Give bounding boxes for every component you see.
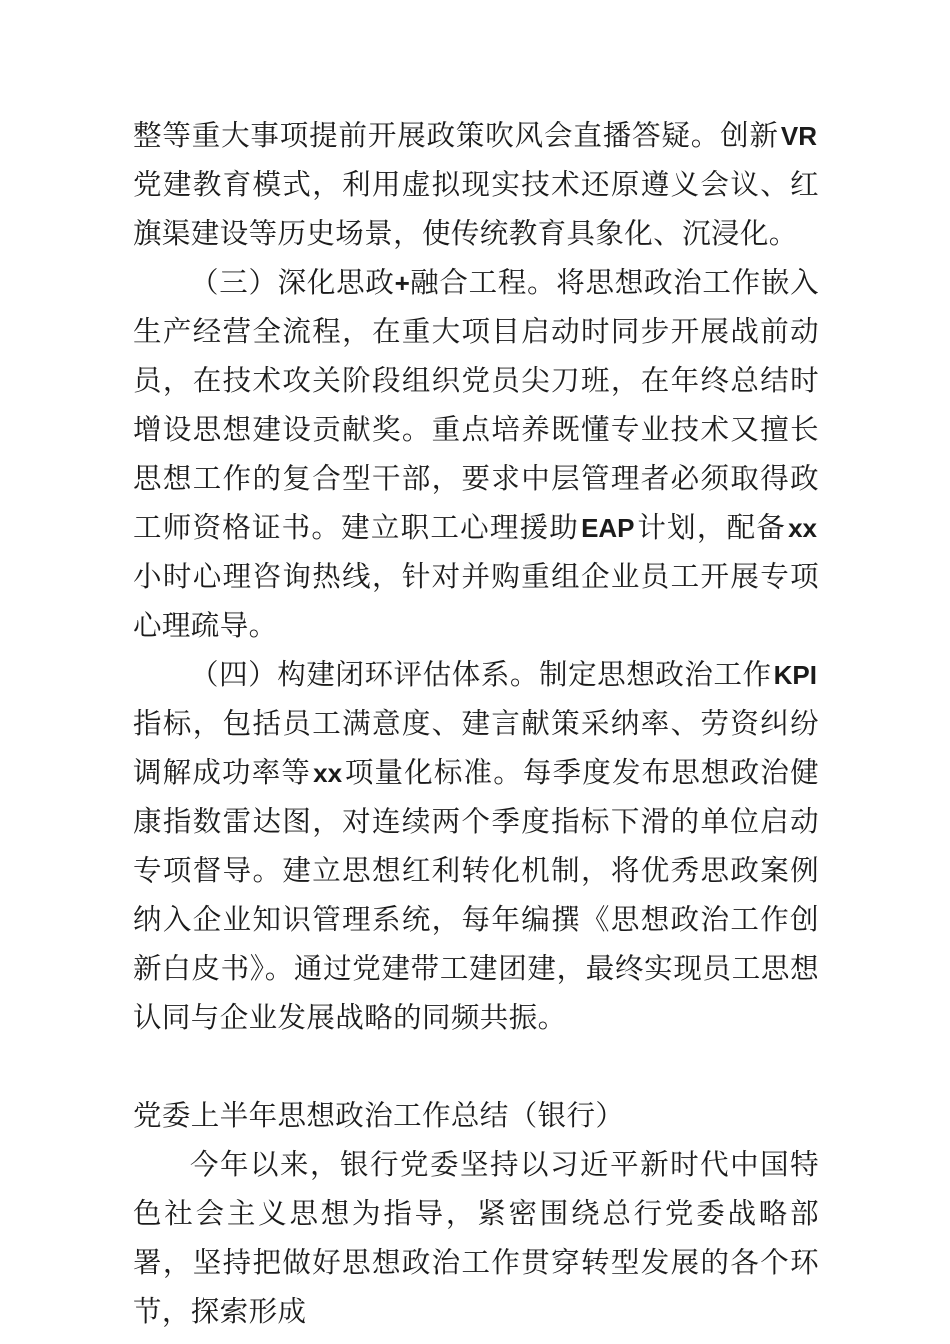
text-run: （四）构建闭环评估体系。制定思想政治工作	[190, 660, 772, 691]
text-run: 党委上半年思想政治工作总结（银行）	[133, 1101, 625, 1132]
paragraph-vr-party-education	[133, 112, 819, 259]
latin-token: KPI	[773, 660, 817, 690]
section-heading-bank-report	[133, 1092, 819, 1141]
paragraph-item-three	[133, 259, 819, 651]
blank-line-spacer	[133, 1043, 819, 1092]
latin-token: EAP	[581, 513, 635, 543]
paragraph-item-four	[133, 651, 819, 1043]
text-run: 整等重大事项提前开展政策吹风会直播答疑。创新	[133, 121, 779, 152]
text-run: 党建教育模式，利用虚拟现实技术还原遵义会议、红旗渠建设等历史场景，使传统教育具象化、沉浸化。	[133, 170, 819, 250]
latin-symbol: +	[394, 268, 410, 298]
text-run: 今年以来，银行党委坚持以习近平新时代中国特色社会主义思想为指导，紧密围绕总行党委战略部署，坚持把做好思想政治工作贯穿转型发展的各个环节，探索形成	[133, 1150, 819, 1328]
text-run: 小时心理咨询热线，针对并购重组企业员工开展专项心理疏导。	[133, 562, 819, 642]
document-content	[133, 112, 819, 1337]
text-run: 计划，配备	[636, 513, 787, 544]
text-run: 项量化标准。每季度发布思想政治健康指数雷达图，对连续两个季度指标下滑的单位启动专项督导。建立思想红利转化机制，将优秀思政案例纳入企业知识管理系统，每年编撰《思想政治工作创新白皮书》。通过党建带工建团建，最终实现员工思想认同与企业发展战略的同频共振。	[133, 758, 819, 1034]
latin-token: VR	[780, 121, 817, 151]
latin-token: xx	[313, 758, 343, 788]
latin-token: xx	[788, 513, 817, 543]
text-run: 融合工程。将思想政治工作嵌入生产经营全流程，在重大项目启动时同步开展战前动员，在技术攻关阶段组织党员尖刀班，在年终总结时增设思想建设贡献奖。重点培养既懂专业技术又擅长思想工作的复合型干部，要求中层管理者必须取得政工师资格证书。建立职工心理援助	[133, 268, 819, 544]
paragraph-bank-opening	[133, 1141, 819, 1337]
text-run: （三）深化思政	[190, 268, 395, 299]
text-run: 指标，包括员工满意度、建言献策采纳率、劳资纠纷调解成功率等	[133, 709, 819, 789]
